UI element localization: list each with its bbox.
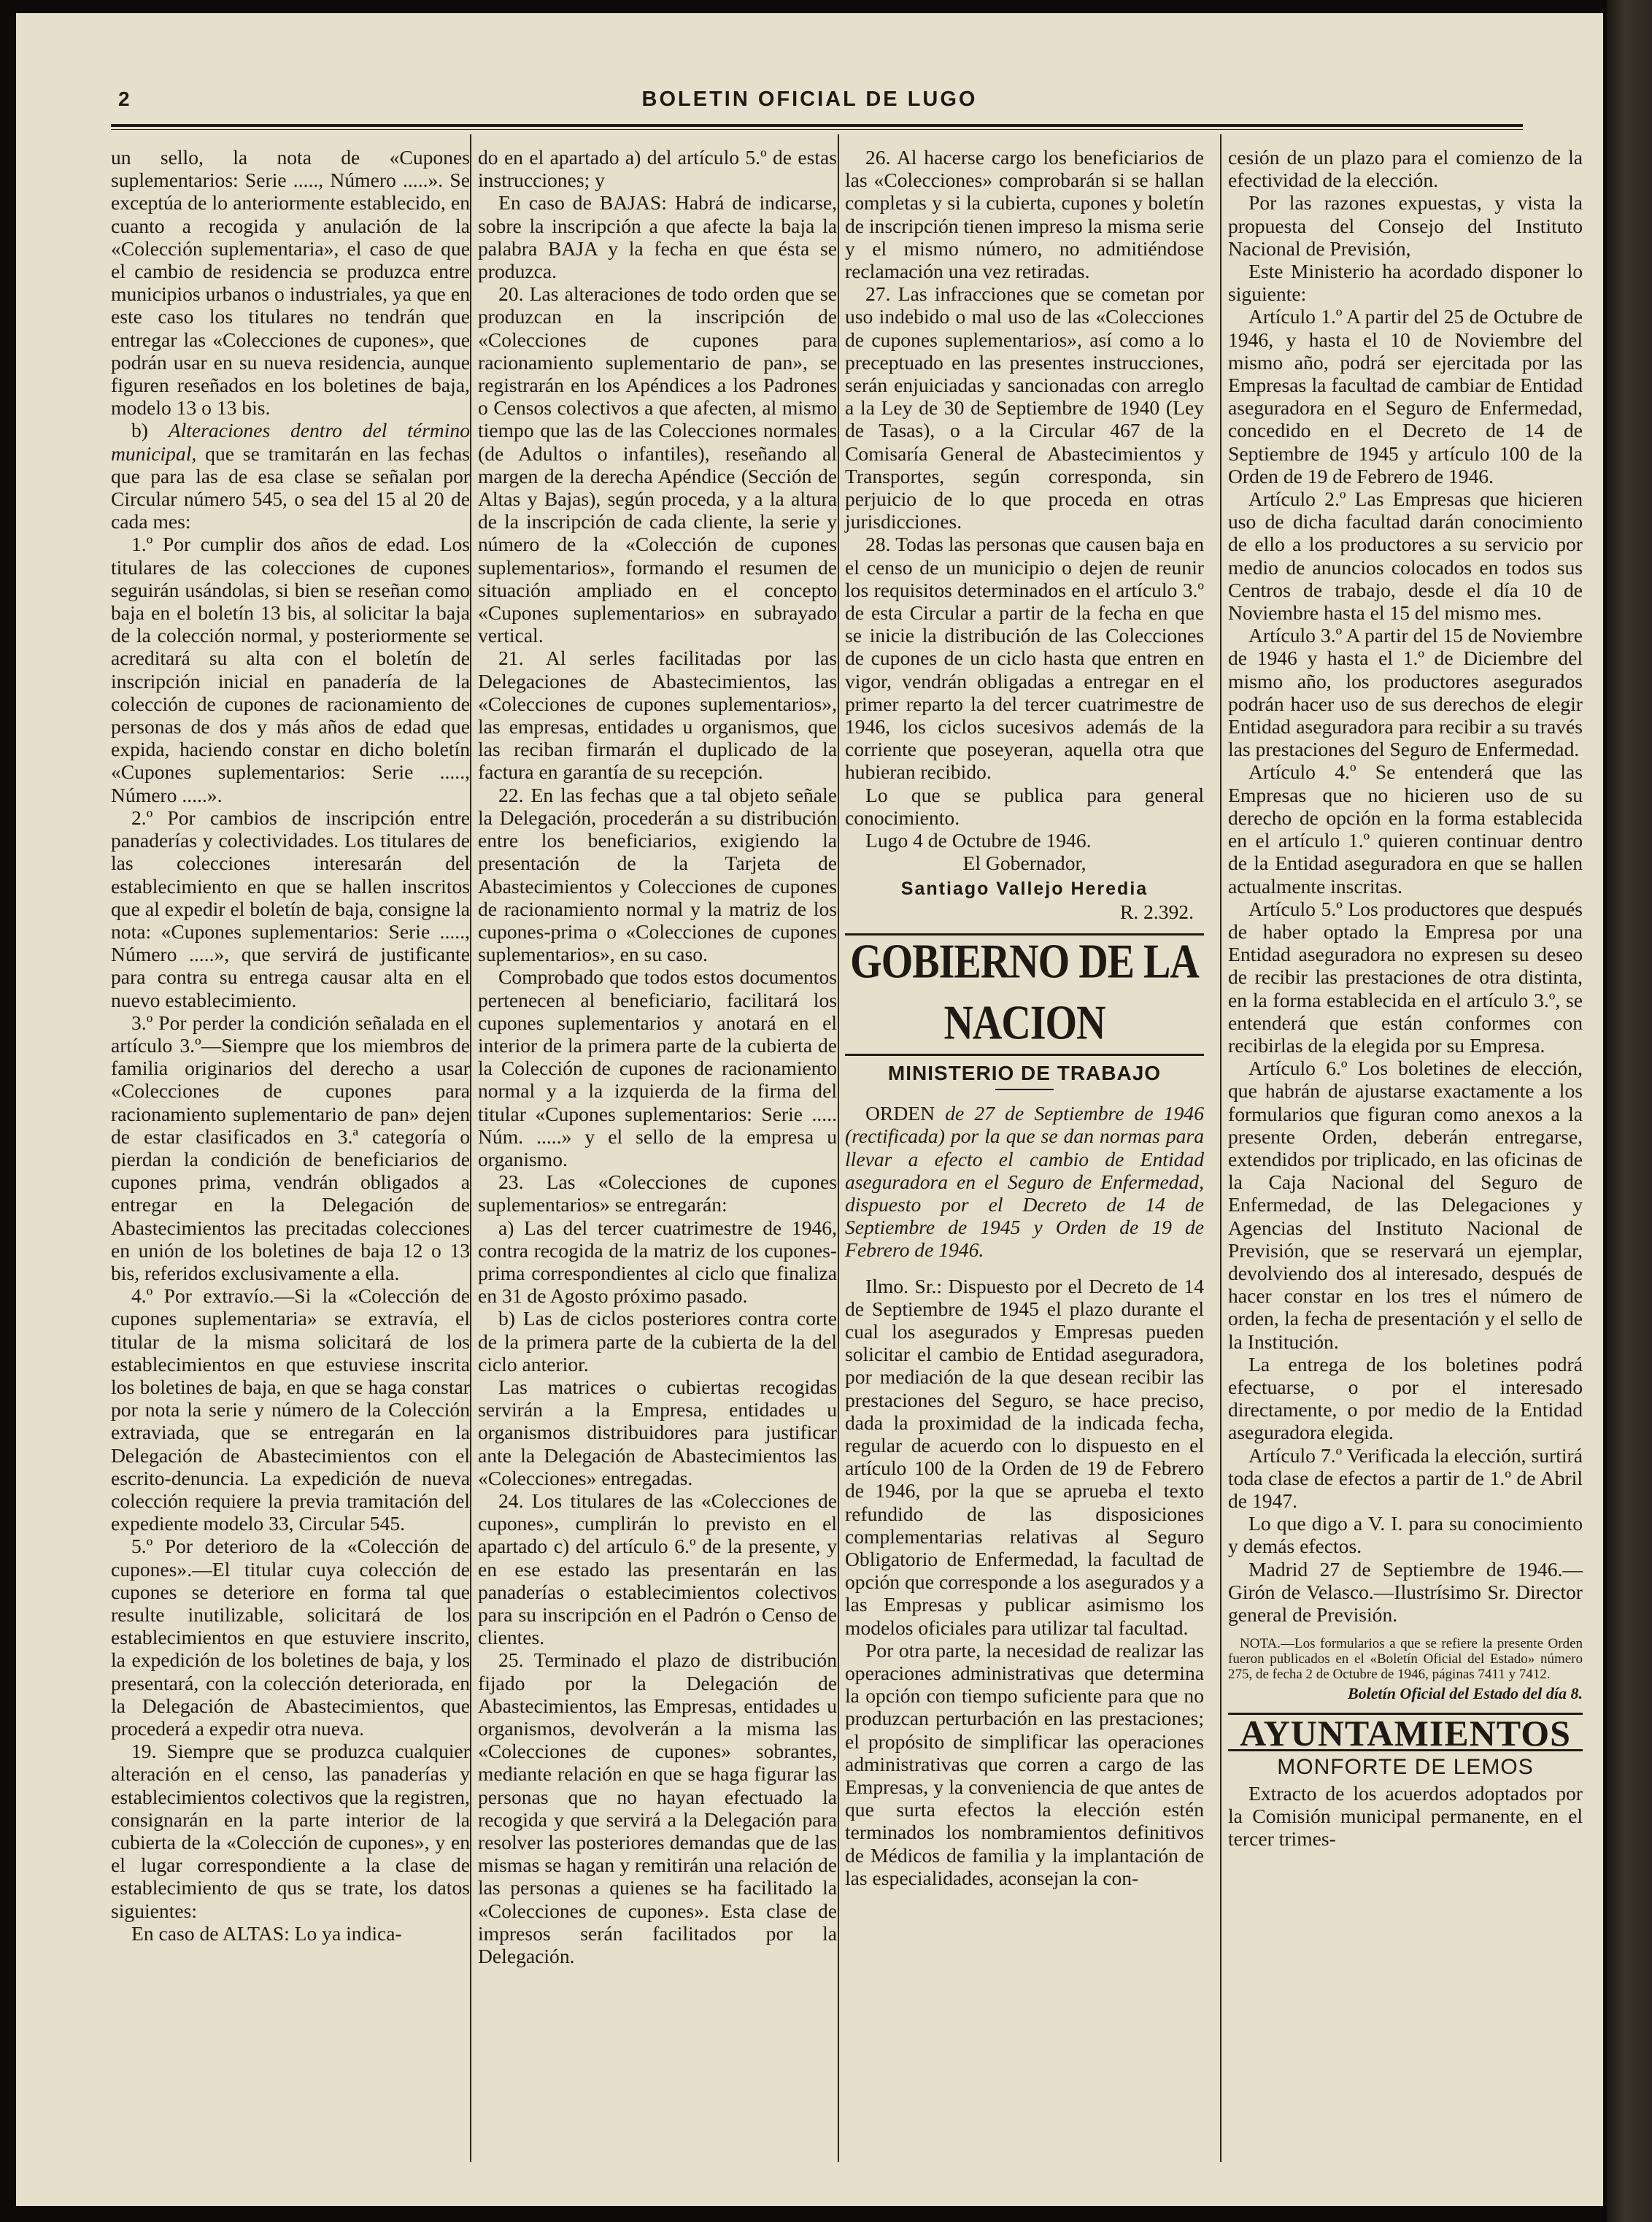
italic-heading: Alteraciones dentro del término municipal, [111,419,470,465]
paragraph: Lo que digo a V. I. para su conocimiento y demás efectos. [1228,1512,1583,1558]
paragraph: 22. En las fechas que a tal objeto señale la Delegación, procederán a su distribución entre los beneficiarios, exigiendo la presentación de la Tarjeta de Abastecimientos y Colecciones de cupones de racionamiento normal y la matriz de los cupones-prima o «Colecciones de cupones suplementarios», en su caso. [478,783,837,966]
paragraph: a) Las del tercer cuatrimestre de 1946, contra recogida de la matriz de los cupones-prima correspondientes al ciclo que finaliza en 31 de Agosto próximo pasado. [478,1216,837,1308]
paragraph: Artículo 5.º Los productores que después de haber optado la Empresa por una Entidad aseguradora no expresen su deseo de recibir las prestaciones de otra distinta, en la forma establecida en el artículo 3.º, se entenderá que están conformes con recibirlas de la elegida por su Empresa. [1228,897,1583,1057]
paragraph: Artículo 3.º A partir del 15 de Noviembre de 1946 y hasta el 1.º de Diciembre del mismo año, los productores asegurados podrán hacer uso de sus derechos de elegir Entidad aseguradora para recibir a su través las prestaciones del Seguro de Enfermedad. [1228,624,1583,761]
section-rule [845,1054,1204,1056]
footnote: NOTA.—Los formularios a que se refiere la presente Orden fueron publicados en el «Boletín Oficial del Estado» número 275, de fecha 2 de Octubre de 1946, páginas 7411 y 7412. [1228,1636,1583,1683]
paragraph: 4.º Por extravío.—Si la «Colección de cupones suplementaria» se extravía, el titular de la misma solicitará de los establecimientos en que estuviese inscrita los boletines de baja, en que se haga constar por nota la serie y número de la Colección extraviada, que se entregarán en la Delegación de Abastecimientos con el escrito-denuncia. La expedición de nueva colección requiere la previa tramitación del expediente modelo 33, Circular 545. [111,1284,470,1535]
newspaper-page [16,13,1603,2206]
column-divider [838,134,839,2162]
paragraph: Artículo 2.º Las Empresas que hicieren uso de dicha facultad darán conocimiento de ello a los productores a su servicio por medio de anuncios colocados en todos sus Centros de trabajo, desde el día 10 de Noviembre hasta el 15 del mismo mes. [1228,487,1583,625]
paragraph: Extracto de los acuerdos adoptados por la Comisión municipal permanente, en el tercer trimes- [1228,1781,1583,1851]
paragraph: 23. Las «Colecciones de cupones suplementarios» se entregarán: [478,1170,837,1216]
paragraph: 3.º Por perder la condición señalada en el artículo 3.º—Siempre que los miembros de familia originarios del derecho a usar «Colecciones de cupones para racionamiento suplementario de pan» dejen de estar clasificados en 3.ª categoría o pierdan la condición de beneficiarios de cupones prima, vendrán obligados a entregar en la Delegación de Abastecimientos las precitadas colecciones en unión de los boletines de baja 12 o 13 bis, referidos exclusivamente a ella. [111,1011,470,1284]
paragraph: 27. Las infracciones que se cometan por uso indebido o mal uso de las «Colecciones de cupones suplementarios», así como a lo preceptuado en las presentes instrucciones, serán enjuiciadas y sancionadas con arreglo a la Ley de 30 de Septiembre de 1940 (Ley de Tasas), o a la Circular 467 de la Comisaría General de Abastecimientos y Transportes, según corresponda, sin perjuicio de lo que proceda en otras jurisdicciones. [845,282,1204,533]
reference-number: R. 2.392. [1119,900,1194,923]
date-line: Lugo 4 de Octubre de 1946. [865,829,1092,852]
column-1 [111,146,470,1945]
paragraph: 26. Al hacerse cargo los beneficiarios de las «Colecciones» comprobarán si se hallan completas y si la cubierta, cupones y boletín de inscripción tienen impreso la misma serie y el mismo número, no admitiéndose reclamación una vez retiradas. [845,146,1204,283]
ministry-rule [995,1089,1054,1090]
publication-title: BOLETIN OFICIAL DE LUGO [641,88,978,111]
page-header [16,83,1603,120]
paragraph: En caso de ALTAS: Lo ya indica- [131,1921,402,1945]
paragraph: Artículo 7.º Verificada la elección, surtirá toda clase de efectos a partir de 1.º de Abril de 1947. [1228,1443,1583,1512]
signer-name: Santiago Vallejo Heredia [900,878,1149,899]
book-binding-edge [1607,0,1652,2222]
column-4 [1228,146,1583,1850]
paragraph: 1.º Por cumplir dos años de edad. Los titulares de las colecciones de cupones seguirán usándolas, si bien se reseñan como baja en el boletín 13 bis, al solicitar la baja de la colección normal, y posteriormente se acreditará su alta con el boletín de inscripción inicial en panadería de la colección de cupones de racionamiento de personas de dos y más años de edad que expida, haciendo constar en dicho boletín «Cupones suplementarios: Serie ....., Número .....». [111,533,470,806]
paragraph: 25. Terminado el plazo de distribución fijado por la Delegación de Abastecimientos, las Empresas, entidades u organismos, devolverán a la misma las «Colecciones de cupones» sobrantes, mediante relación en que se haga figurar las personas que no hayan efectuado la recogida y que servirá a la Delegación para resolver las posteriores demandas que de las mismas se hagan y remitirán una relación de las personas a quienes se ha facilitado la «Colecciones de cupones». Esta clase de impresos serán facilitados por la Delegación. [478,1648,837,1968]
paragraph: Lo que se publica para general conocimiento. [845,783,1204,829]
footnote-source: Boletín Oficial del Estado del día 8. [1347,1684,1583,1703]
municipality-heading: MONFORTE DE LEMOS [1277,1755,1534,1780]
order-title [845,1102,1204,1261]
paragraph: 20. Las alteraciones de todo orden que se produzcan en la inscripción de «Colecciones de cupones para racionamiento suplementario de pan», se registrarán en los Apéndices a los Padrones o Censos colectivos a que afecten, al mismo tiempo que las de las Colecciones normales (de Adultos o infantiles), reseñando al margen de la derecha Apéndice (Sección de Altas y Bajas), según proceda, y a la altura de la inscripción de cada cliente, la serie y número de la «Colección de cupones suplementarios», formando el resumen de situación ampliado en el concepto «Cupones suplementarios» en subrayado vertical. [478,282,837,647]
column-2 [478,146,837,1967]
order-lead: ORDEN [865,1102,946,1125]
paragraph: En caso de BAJAS: Habrá de indicarse, sobre la inscripción a que afecte la baja la palabra BAJA y la fecha en que ésta se produzca. [478,191,837,283]
text-rest: que se tramitarán en las fechas que para las de esa clase se señalan por Circular número 545, o sea del 15 al 20 de cada mes: [111,441,470,533]
paragraph: b) Las de ciclos posteriores contra corte de la primera parte de la cubierta de la del ciclo anterior. [478,1307,837,1376]
column-divider [470,134,471,2162]
paragraph: La entrega de los boletines podrá efectuarse, o por el interesado directamente, o por medio de la Entidad aseguradora elegida. [1228,1352,1583,1444]
column-3 [845,146,1204,1889]
order-subject: de 27 de Septiembre de 1946 (rectificada) por la que se dan normas para llevar a efecto el cambio de Entidad aseguradora en el Seguro de Enfermedad, dispuesto por el Decreto de 14 de Septiembre de 1945 y Orden de 19 de Febrero de 1946. [845,1102,1204,1262]
paragraph: Comprobado que todos estos documentos pertenecen al beneficiario, facilitará los cupones suplementarios y anotará en el interior de la primera parte de la cubierta de la Colección de cupones de racionamiento normal y a la izquierda de la firma del titular «Cupones suplementarios: Serie ..... Núm. .....» y el sello de la empresa u organismo. [478,965,837,1170]
page-number: 2 [118,88,131,110]
paragraph: 24. Los titulares de las «Colecciones de cupones», cumplirán lo previsto en el apartado c) del artículo 6.º de la presente, y en ese estado las presentarán en las panaderías o establecimientos colectivos para su inscripción en el Padrón o Censo de clientes. [478,1489,837,1649]
signer-title: El Gobernador, [962,852,1086,875]
paragraph: do en el apartado a) del artículo 5.º de estas instrucciones; y [478,146,837,192]
paragraph: Por las razones expuestas, y vista la propuesta del Consejo del Instituto Nacional de Previsión, [1228,191,1583,260]
paragraph: 28. Todas las personas que causen baja en el censo de un municipio o dejen de reunir los requisitos determinados en el artículo 3.º de esta Circular a partir de la fecha en que se inicie la distribución de las Colecciones de cupones de un ciclo hasta que entren en vigor, vendrán obligadas a entregar en el primer reparto la del tercer cuatrimestre de 1946, los ciclos sucesivos además de la corriente que poseyeran, aquella otra que hubieran recibido. [845,533,1204,784]
paragraph: Por otra parte, la necesidad de realizar las operaciones administrativas que determina la opción con tiempo suficiente para que no produzcan perturbación en las prestaciones; el propósito de simplificar las operaciones administrativas que corren a cargo de las Empresas, y la conveniencia de que antes de que surta efectos la elección estén terminados los nombramientos definitivos de Médicos de familia y la implantación de las especialidades, aconsejan la con- [845,1638,1204,1889]
ministry-heading: MINISTERIO DE TRABAJO [887,1061,1162,1084]
paragraph: Este Ministerio ha acordado disponer lo siguiente: [1228,260,1583,306]
paragraph: Madrid 27 de Septiembre de 1946.—Girón de Velasco.—Ilustrísimo Sr. Director general de Previsión. [1228,1557,1583,1626]
column-divider [1220,134,1221,2162]
paragraph: 21. Al serles facilitadas por las Delegaciones de Abastecimientos, las «Colecciones de cupones suplementarios», las empresas, entidades u organismos, que las reciban firmarán el duplicado de la factura en garantía de su recepción. [478,647,837,784]
paragraph: Artículo 4.º Se entenderá que las Empresas que no hicieren uso de su derecho de opción en la forma establecida en el artículo 1.º quieren continuar dentro de la Entidad aseguradora en que se hallen actualmente inscritas. [1228,760,1583,898]
section-heading-ayuntamientos: AYUNTAMIENTOS [1240,1713,1571,1754]
section-heading-gobierno: GOBIERNO DE LA NACION [850,934,1199,1051]
paragraph: Las matrices o cubiertas recogidas servirán a la Empresa, entidades u organismos distribuidores para justificar ante la Delegación de Abastecimientos las «Colecciones» entregadas. [478,1375,837,1489]
paragraph: un sello, la nota de «Cupones suplementarios: Serie ....., Número .....». Se exceptúa de lo anteriormente establecido, en cuanto a recogida y anulación de la «Colección suplementaria», el caso de que el cambio de residencia se produzca entre municipios urbanos o industriales, ya que en este caso los titulares no tendrán que entregar las «Colecciones de cupones», que podrán usar en su nueva residencia, aunque figuren reseñados en los boletines de baja, modelo 13 o 13 bis. [111,146,470,420]
paragraph: Artículo 1.º A partir del 25 de Octubre de 1946, y hasta el 10 de Noviembre del mismo año, podrá ser ejercitada por las Empresas la facultad de cambiar de Entidad aseguradora en el Seguro de Enfermedad, concedido en el Decreto de 14 de Septiembre de 1945 y artículo 100 de la Orden de 19 de Febrero de 1946. [1228,305,1583,487]
paragraph: 5.º Por deterioro de la «Colección de cupones».—El titular cuya colección de cupones se deteriore en forma tal que resulte inutilizable, solicitará de los establecimientos en que estuviere inscrito, la expedición de los boletines de baja, y los presentará, con la colección deteriorada, en la Delegación de Abastecimientos, que procederá a expedir otra nueva. [111,1535,470,1740]
paragraph: 2.º Por cambios de inscripción entre panaderías y colectividades. Los titulares de las colecciones interesarán del establecimiento en que se hallen inscritos que al expedir el boletín de baja, consigne la nota: «Cupones suplementarios: Serie ....., Número .....», que servirá de justificante para contra su entrega causar alta en el nuevo establecimiento. [111,806,470,1011]
paragraph [111,419,470,533]
paragraph: Artículo 6.º Los boletines de elección, que habrán de ajustarse exactamente a los formularios que figuran como anexos a la presente Orden, deberán entregarse, extendidos por triplicado, en las oficinas de la Caja Nacional del Seguro de Enfermedad, de las Delegaciones y Agencias del Instituto Nacional de Previsión, que se reservará un ejemplar, devolviendo dos al interesado, después de hacer constar en los tres el número de orden, la fecha de presentación y el sello de la Institución. [1228,1057,1583,1353]
header-rule [111,124,1523,130]
paragraph: Ilmo. Sr.: Dispuesto por el Decreto de 14 de Septiembre de 1945 el plazo durante el cual los asegurados y Empresas pueden solicitar el cambio de Entidad aseguradora, por mediación de la que desean recibir las prestaciones del Seguro, se hace preciso, dada la proximidad de la indicada fecha, regular de acuerdo con lo dispuesto en el artículo 100 de la Orden de 19 de Febrero de 1946, por la que se aprueba el texto refundido de las disposiciones complementarias relativas al Seguro Obligatorio de Enfermedad, la facultad de opción que corresponde a los asegurados y a las Empresas y publicar asimismo los modelos oficiales para utilizar tal facultad. [845,1274,1204,1639]
text-lead: b) [131,419,169,442]
paragraph: 19. Siempre que se produzca cualquier alteración en el censo, las panaderías y establecimientos colectivos que la registren, consignarán en la parte interior de la cubierta de la «Colección de cupones», y en el lugar correspondiente a la clase de establecimiento de qus se trate, los datos siguientes: [111,1740,470,1922]
paragraph: cesión de un plazo para el comienzo de la efectividad de la elección. [1228,146,1583,192]
